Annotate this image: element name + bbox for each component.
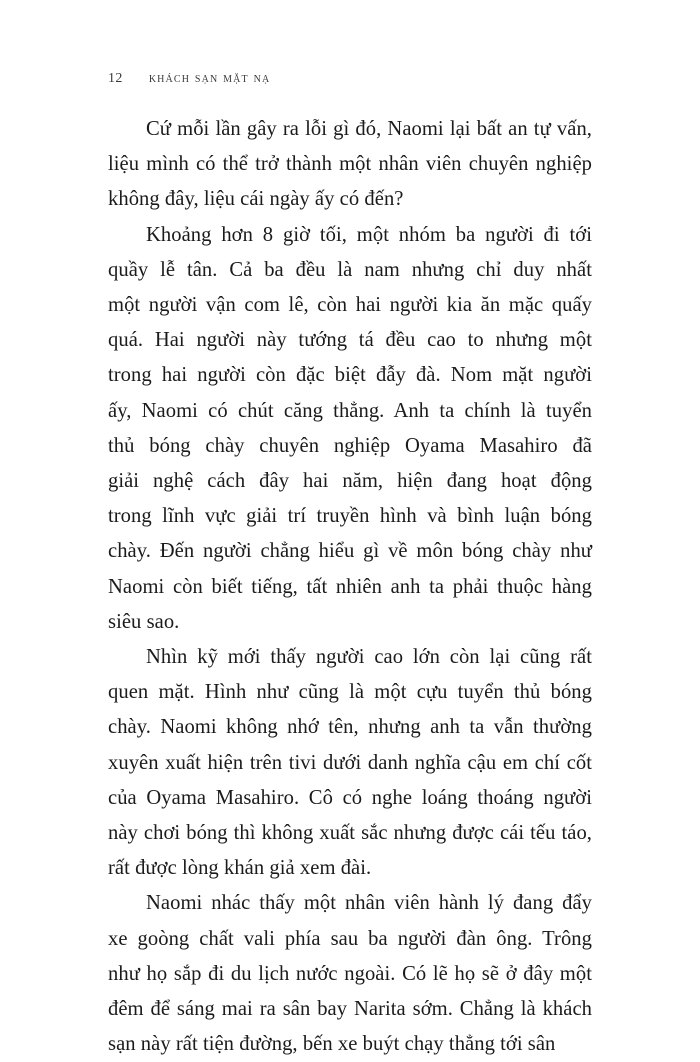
text-line: xuyên xuất hiện trên tivi dưới danh nghĩa cậu em chí cốt [108, 751, 592, 774]
text-line: quen mặt. Hình như cũng là một cựu tuyển thủ bóng [108, 681, 592, 704]
text-line: sạn này rất tiện đường, bến xe buýt chạy thẳng tới sân [108, 1033, 556, 1056]
text-line: như họ sắp đi du lịch nước ngoài. Có lẽ họ sẽ ở đây một [108, 962, 592, 985]
text-line: Nhìn kỹ mới thấy người cao lớn còn lại cũng rất [146, 646, 592, 669]
text-line: Naomi còn biết tiếng, tất nhiên anh ta phải thuộc hàng [108, 575, 592, 598]
text-line: giải nghệ cách đây hai năm, hiện đang hoạt động [108, 470, 592, 493]
text-line: Khoảng hơn 8 giờ tối, một nhóm ba người đi tới [146, 223, 592, 246]
text-line: không đây, liệu cái ngày ấy có đến? [108, 188, 404, 211]
text-line: này chơi bóng thì không xuất sắc nhưng được cái tếu táo, [108, 822, 592, 845]
paragraph [108, 640, 592, 886]
text-line: Cứ mỗi lần gây ra lỗi gì đó, Naomi lại bất an tự vấn, [146, 118, 592, 140]
running-head-book-title: khách sạn mặt nạ [148, 70, 271, 86]
body-text-block [108, 112, 592, 1062]
text-line: ấy, Naomi có chút căng thẳng. Anh ta chính là tuyển [108, 399, 592, 422]
text-line: thủ bóng chày chuyên nghiệp Oyama Masahiro đã [108, 434, 592, 457]
text-line: quầy lễ tân. Cả ba đều là nam nhưng chỉ duy nhất [108, 258, 592, 281]
text-line: Naomi nhác thấy một nhân viên hành lý đang đẩy [146, 892, 592, 915]
text-line: chày. Naomi không nhớ tên, nhưng anh ta vẫn thường [108, 716, 592, 739]
text-line: một người vận com lê, còn hai người kia ăn mặc quấy [108, 294, 592, 317]
text-line: trong hai người còn đặc biệt đẫy đà. Nom mặt người [108, 364, 592, 387]
paragraph [108, 218, 592, 640]
page-folio-number: 12 [108, 71, 123, 86]
paragraph [108, 112, 592, 218]
text-line: chày. Đến người chẳng hiểu gì về môn bóng chày như [108, 540, 592, 563]
running-header [108, 70, 270, 87]
paragraph [108, 886, 592, 1062]
text-line: siêu sao. [108, 610, 180, 633]
text-line: quá. Hai người này tướng tá đều cao to nhưng một [108, 329, 592, 352]
text-line: đêm để sáng mai ra sân bay Narita sớm. Chẳng là khách [108, 998, 592, 1021]
text-line: của Oyama Masahiro. Cô có nghe loáng thoáng người [108, 786, 592, 809]
text-line: trong lĩnh vực giải trí truyền hình và bình luận bóng [108, 505, 592, 528]
text-line: xe goòng chất vali phía sau ba người đàn ông. Trông [108, 927, 592, 950]
text-line: rất được lòng khán giả xem đài. [108, 857, 372, 880]
text-line: liệu mình có thể trở thành một nhân viên chuyên nghiệp [108, 153, 592, 176]
